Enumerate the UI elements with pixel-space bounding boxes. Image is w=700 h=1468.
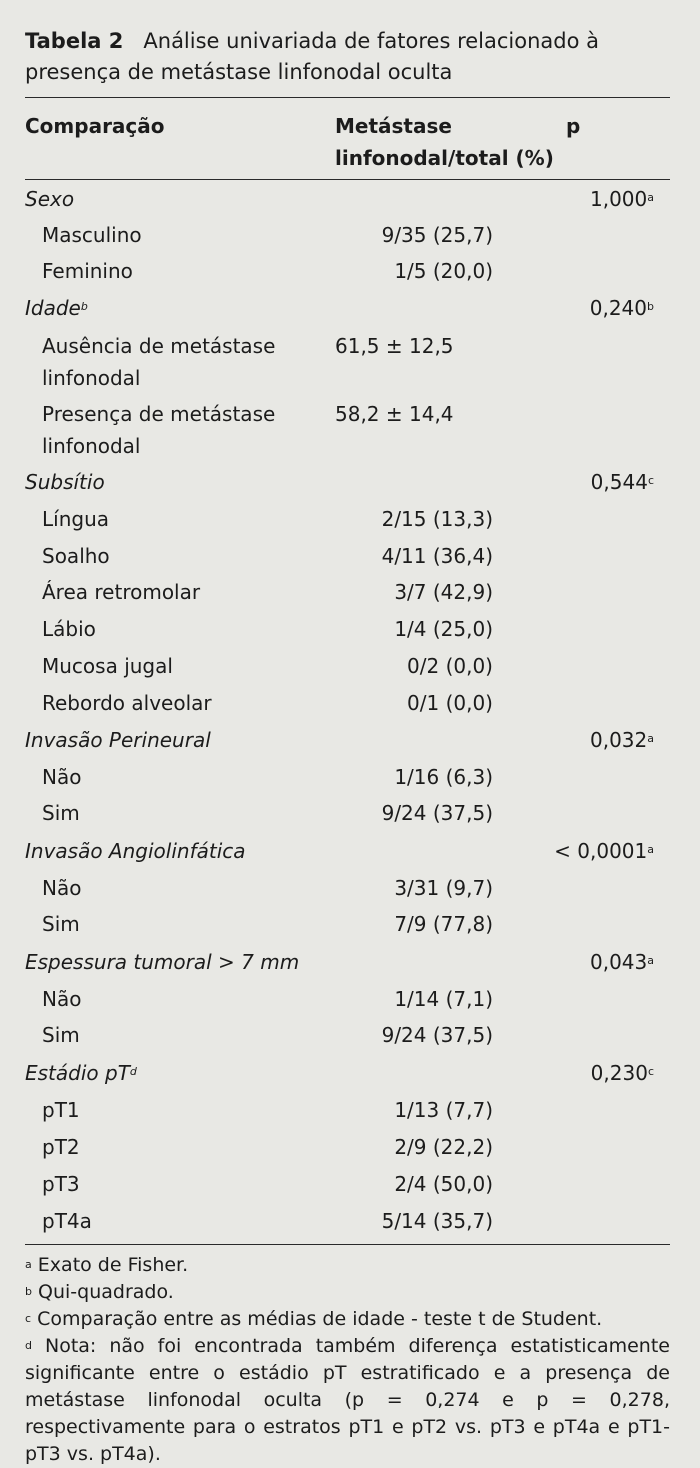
- row-label: Não: [42, 987, 82, 1011]
- row-label: pT4a: [42, 1209, 92, 1233]
- row-label: pT2: [42, 1135, 80, 1159]
- row-label: Ausência de metástase: [42, 334, 276, 358]
- row-value: 5/14 (35,7): [381, 1209, 493, 1233]
- row-label: Sim: [42, 801, 80, 825]
- category-label: Invasão Perineural: [25, 728, 211, 752]
- row-value: 1/4 (25,0): [394, 617, 493, 641]
- row-label-continued: linfonodal: [42, 434, 141, 458]
- row-label: Sim: [42, 1023, 80, 1047]
- row-value: 0/2 (0,0): [407, 654, 493, 678]
- p-value: < 0,0001$^a$: [554, 839, 654, 863]
- p-value: 0,230$^c$: [590, 1061, 654, 1085]
- row-value: 0/1 (0,0): [407, 691, 493, 715]
- row-value: 1/14 (7,1): [394, 987, 493, 1011]
- row-label: Soalho: [42, 544, 110, 568]
- row-label: Área retromolar: [42, 580, 201, 604]
- row-value: 1/16 (6,3): [394, 765, 493, 789]
- footnote-a: $^a$ Exato de Fisher.: [25, 1254, 189, 1276]
- label-footnote-marker: d: [129, 1065, 137, 1078]
- row-label: Feminino: [42, 259, 133, 283]
- row-label: pT3: [42, 1172, 80, 1196]
- row-value: 58,2 ± 14,4: [335, 402, 454, 426]
- category-label: Invasão Angiolinfática: [25, 839, 246, 863]
- category-label: Subsítio: [25, 470, 105, 494]
- top-rule: [25, 97, 670, 98]
- p-footnote-marker: a: [647, 732, 654, 745]
- category-label: Idade$^b$: [25, 296, 88, 320]
- p-footnote-marker: a: [647, 191, 654, 204]
- header-metastase-line1: Metástase: [335, 114, 452, 138]
- header-metastase-line2: linfonodal/total (%): [335, 146, 554, 170]
- p-footnote-marker: c: [647, 474, 654, 487]
- category-label: Estádio $pT^d$: [25, 1061, 137, 1085]
- p-footnote-marker: b: [647, 300, 654, 313]
- bottom-rule: [25, 1244, 670, 1245]
- label-footnote-marker: b: [80, 300, 88, 313]
- p-value: 1,000$^a$: [589, 187, 654, 211]
- row-label: Língua: [42, 507, 110, 531]
- row-value: 61,5 ± 12,5: [335, 334, 454, 358]
- table-caption: [25, 26, 670, 88]
- row-value: 1/5 (20,0): [394, 259, 493, 283]
- p-value: 0,043$^a$: [589, 950, 654, 974]
- row-value: 2/9 (22,2): [394, 1135, 493, 1159]
- table-title: Análise univariada de fatores relacionado à presença de metástase linfonodal oculta: [25, 29, 600, 84]
- header-rule: [25, 179, 670, 180]
- row-label: Lábio: [42, 617, 96, 641]
- row-label: Mucosa jugal: [42, 654, 173, 678]
- row-value: 9/35 (25,7): [381, 223, 493, 247]
- row-value: 1/13 (7,7): [394, 1098, 493, 1122]
- row-value: 3/31 (9,7): [394, 876, 493, 900]
- p-value: 0,240$^b$: [589, 296, 654, 320]
- footnote-b: $^b$ Qui-quadrado.: [25, 1281, 174, 1303]
- p-value: 0,032$^a$: [589, 728, 654, 752]
- category-label: Espessura tumoral > 7 mm: [25, 950, 300, 974]
- header-comparacao: Comparação: [25, 114, 165, 138]
- p-value: 0,544$^c$: [590, 470, 654, 494]
- p-footnote-marker: c: [647, 1065, 654, 1078]
- row-label: Masculino: [42, 223, 142, 247]
- footnote-c: $^c$ Comparação entre as médias de idade - teste t de Student.: [25, 1308, 603, 1330]
- row-value: 2/15 (13,3): [381, 507, 493, 531]
- row-label: Não: [42, 765, 82, 789]
- p-footnote-marker: a: [647, 843, 654, 856]
- row-label: Rebordo alveolar: [42, 691, 212, 715]
- row-value: 9/24 (37,5): [381, 801, 493, 825]
- p-footnote-marker: a: [647, 954, 654, 967]
- footnote-d: $^d$ Nota: não foi encontrada também diferença estatisticamente significante entre o estádio pT estratificado e a presença de metástase linfonodal oculta (p = 0,274 e p = 0,278, respectivamente para o estratos pT1 e pT2 vs. pT3 e pT4a e pT1-pT3 vs. pT4a).: [25, 1335, 670, 1465]
- row-label: Sim: [42, 912, 80, 936]
- row-label: pT1: [42, 1098, 80, 1122]
- row-value: 3/7 (42,9): [394, 580, 493, 604]
- header-p: p: [566, 114, 581, 138]
- table-footnotes: [25, 1252, 670, 1468]
- category-label: Sexo: [25, 187, 75, 211]
- row-value: 9/24 (37,5): [381, 1023, 493, 1047]
- row-label-continued: linfonodal: [42, 366, 141, 390]
- row-label: Presença de metástase: [42, 402, 276, 426]
- row-value: 7/9 (77,8): [394, 912, 493, 936]
- row-value: 4/11 (36,4): [381, 544, 493, 568]
- table-number: Tabela 2: [25, 29, 124, 53]
- row-label: Não: [42, 876, 82, 900]
- row-value: 2/4 (50,0): [394, 1172, 493, 1196]
